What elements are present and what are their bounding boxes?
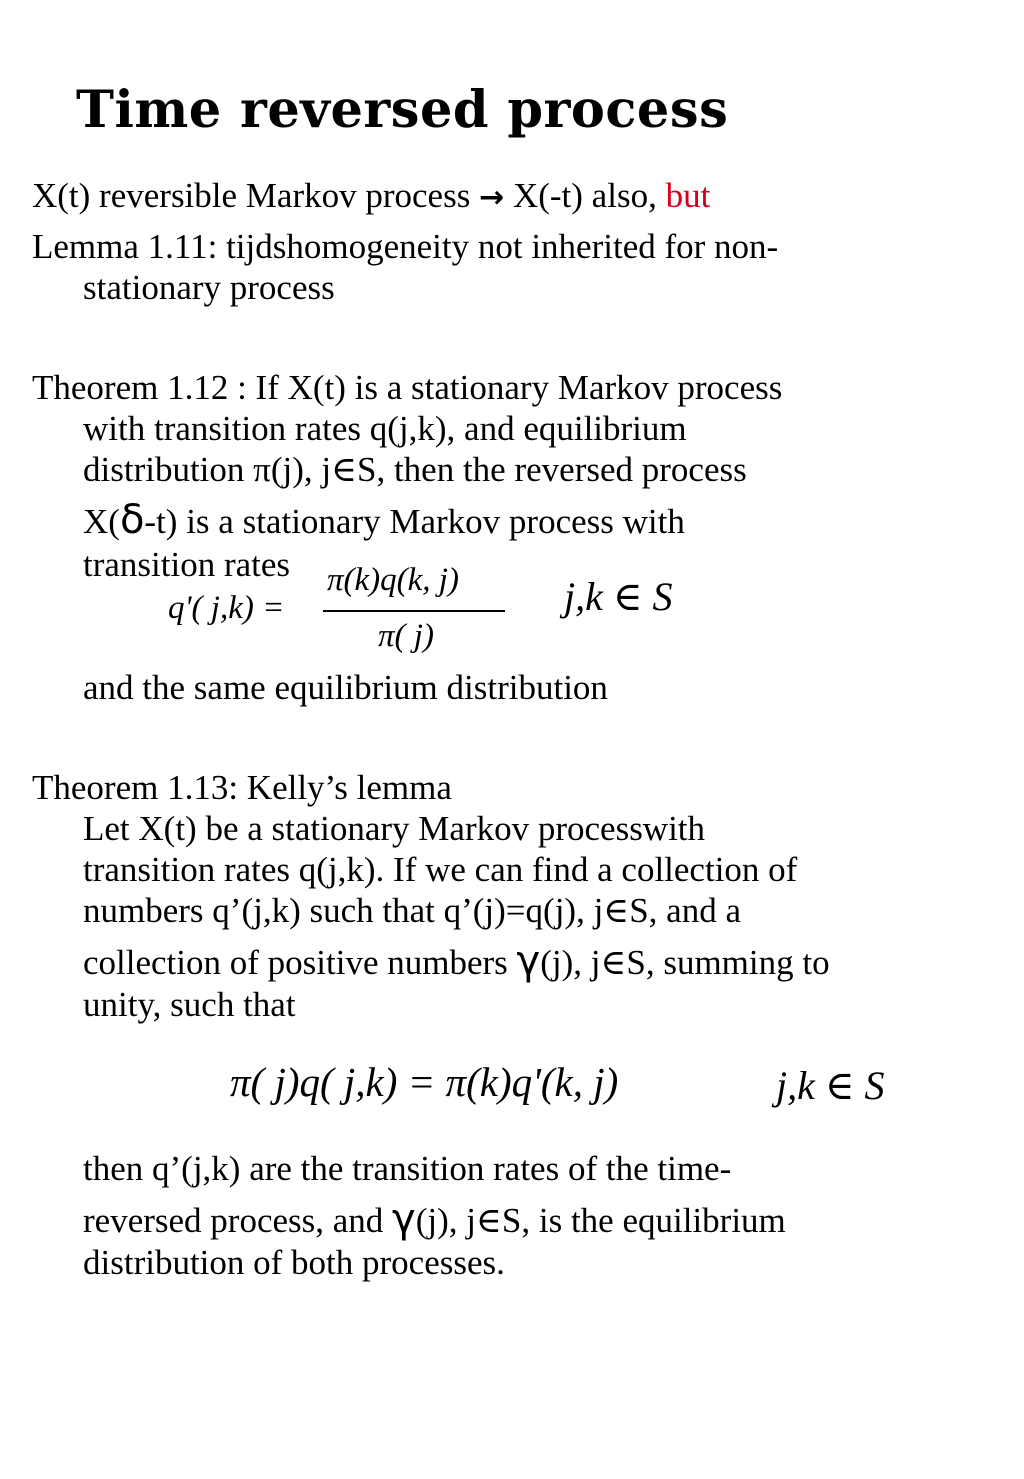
right-arrow-icon: → [479, 180, 505, 215]
formula-2: π( j)q( j,k) = π(k)q'(k, j) [230, 1059, 619, 1105]
theorem-112-text-b: -t) is a stationary Markov process with [144, 502, 685, 541]
theorem-112-line-5: transition rates [83, 545, 291, 584]
theorem-112-line-1: Theorem 1.12 : If X(t) is a stationary Markov process [32, 368, 783, 407]
theorem-112-line-4 [83, 497, 685, 543]
intro-text-b: X(-t) also, [504, 176, 666, 215]
theorem-113-text-a: collection of positive numbers [83, 943, 517, 982]
theorem-113-line-1: Theorem 1.13: Kelly’s lemma [32, 768, 452, 807]
theorem-113-line-6: unity, such that [83, 985, 296, 1024]
theorem-113-line-5 [83, 938, 830, 984]
theorem-113-text-c: reversed process, and [83, 1201, 393, 1240]
slide-title: Time reversed process [76, 80, 729, 140]
formula-2-condition: j,k ∈ S [776, 1063, 885, 1108]
theorem-112-line-2: with transition rates q(j,k), and equilibrium [83, 409, 687, 448]
formula-1-denominator: π( j) [378, 618, 434, 654]
theorem-113-line-3: transition rates q(j,k). If we can find a collection of [83, 850, 798, 889]
theorem-113-line-9: distribution of both processes. [83, 1243, 505, 1282]
theorem-113-text-b: (j), j∈S, summing to [540, 943, 830, 982]
intro-text-a: X(t) reversible Markov process [32, 176, 480, 215]
formula-1-fraction-bar [323, 610, 505, 612]
gamma-symbol: γ [516, 938, 541, 984]
theorem-112-line-3: distribution π(j), j∈S, then the reversed process [83, 450, 747, 489]
lemma-line-2: stationary process [83, 268, 335, 307]
theorem-113-line-7: then q’(j,k) are the transition rates of the time- [83, 1149, 732, 1188]
formula-1-condition: j,k ∈ S [564, 574, 673, 619]
theorem-112-text-a: X( [83, 502, 120, 541]
delta-symbol: δ [119, 497, 145, 543]
formula-1-lhs: q'( j,k) = [168, 590, 285, 626]
intro-line-1 [32, 176, 710, 218]
theorem-113-text-d: (j), j∈S, is the equilibrium [415, 1201, 786, 1240]
formula-1-numerator: π(k)q(k, j) [327, 562, 459, 598]
theorem-113-line-4: numbers q’(j,k) such that q’(j)=q(j), j∈S, and a [83, 891, 741, 930]
theorem-113-line-2: Let X(t) be a stationary Markov processwith [83, 809, 706, 848]
gamma-symbol-2: γ [392, 1196, 416, 1242]
theorem-113-line-8 [83, 1196, 786, 1242]
lemma-line-1: Lemma 1.11: tijdshomogeneity not inherited for non- [32, 227, 779, 266]
emphasis-but: but [665, 176, 711, 215]
theorem-112-line-6: and the same equilibrium distribution [83, 668, 608, 707]
